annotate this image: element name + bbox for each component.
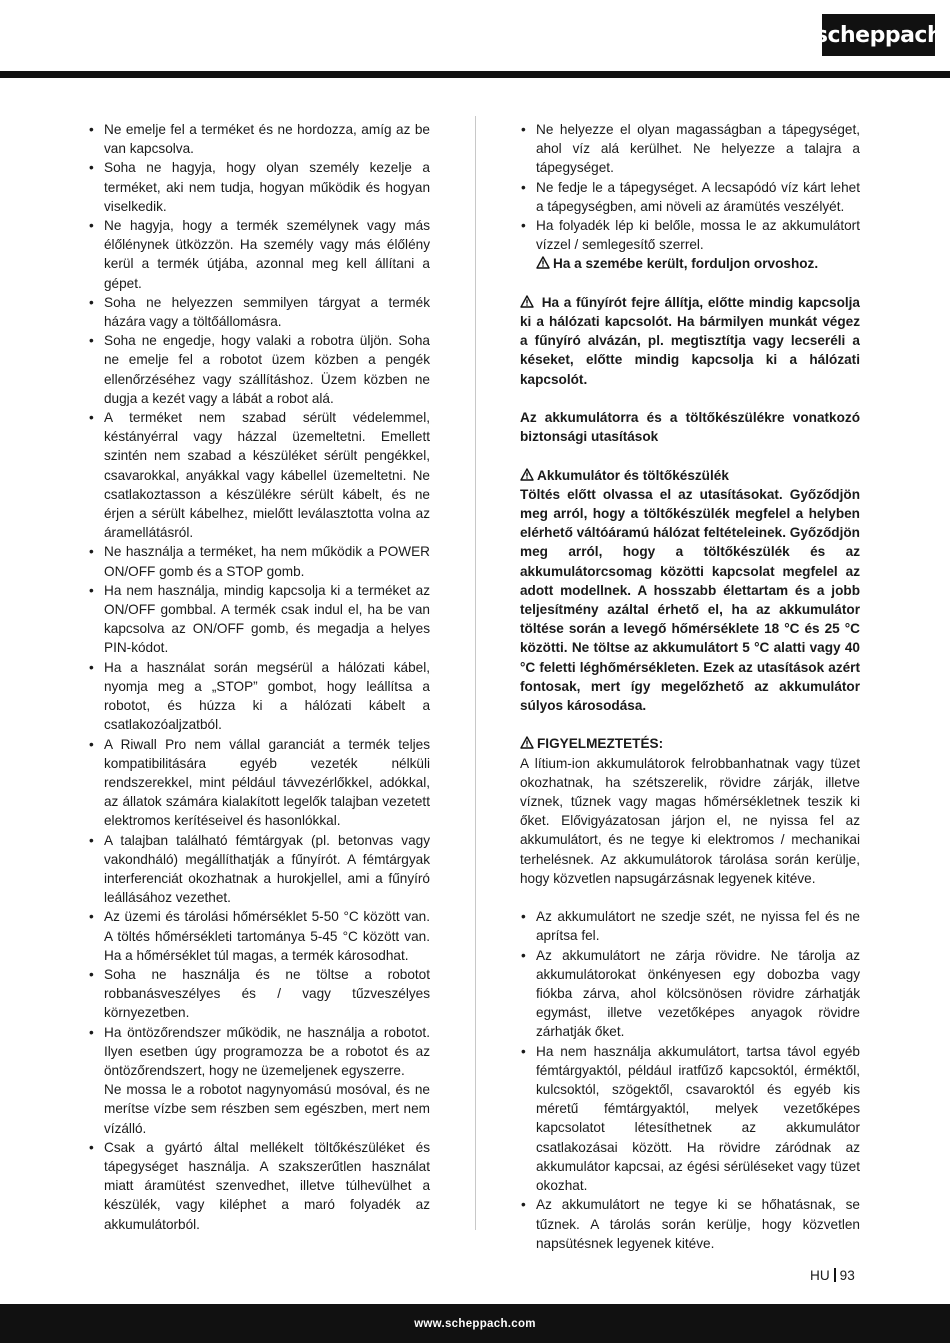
safety-list [88,120,430,1080]
warning-text: A lítium-ion akkumulátorok felrobbanhatnak vagy tüzet okozhatnak, ha szétszerelik, rövidre zárják, illetve víznek, tűznek vagy magas hőmérsékletnek teszik ki őket. Elővigyázatosan járjon el, ne nyissa fel az akkumulátort, és ne tegye ki elektromos / mechanikai terhelésnek. Az akkumulátorok tárolása során kerülje, hogy közvetlen napsugárzásnak legyenek kitéve. [520,755,860,886]
list-continuation: Ne mossa le a robotot nagynyomású mosóval, és ne merítse vízbe sem részben sem egészben, mert nem vízálló. [104,1082,430,1136]
footer-url[interactable]: www.scheppach.com [414,1317,536,1330]
page-number [810,1266,855,1283]
list-item: • Ha folyadék lép ki belőle, mossa le az akkumulátort vízzel / semlegesítő szerrel. [520,216,860,254]
section-title: Az akkumulátorra és a töltőkészülékre vonatkozó biztonsági utasítások [520,410,860,445]
list-item: • Ha a használat során megsérül a hálózati kábel, nyomja meg a „STOP” gombot, hogy leállítsa a robotot, és húzza ki a hálózati kábelt a csatlakozóaljzatból. [88,658,430,735]
footer-bar [0,1304,950,1343]
charger-heading-text: Akkumulátor és töltőkészülék [537,467,729,483]
list-item: • Ne helyezze el olyan magasságban a tápegységet, ahol víz alá kerülhet. Ne helyezze a talajra a tápegységet. [520,120,860,178]
list-item: • A terméket nem szabad sérült védelemmel, késtányérral vagy házzal üzemeltetni. Emellett szintén nem szabad a készüléket sérült pengékkel, csavarokkal, anyákkal vagy kábellel üzemeltetni. Ne csatlakoztasson a készülékre sérült kábelt, és ne érjen a sérült kábelhez, mielőtt leválasztotta volna az áramellátásról. [88,408,430,542]
brand-logo: scheppach [822,14,935,56]
mower-warning [520,293,860,389]
list-item: • Soha ne hagyja, hogy olyan személy kezelje a terméket, aki nem tudja, hogyan működik és hogyan viselkedik. [88,158,430,216]
mower-warning-text: Ha a fűnyírót fejre állítja, előtte mindig kapcsolja ki a hálózati kapcsolót. Ha bármilyen munkát végez a fűnyíró alvázán, pl. megtisztítja vagy lecseréli a késeket, előtte mindig kapcsolja ki a hálózati kapcsolót. [520,294,860,387]
warning-heading-text: FIGYELMEZTETÉS: [537,736,664,752]
list-item: • Ne emelje fel a terméket és ne hordozza, amíg az be van kapcsolva. [88,120,430,158]
list-item: • Csak a gyártó által mellékelt töltőkészüléket és tápegységet használja. A szakszerűtlen használat miatt áramütést szenvedhet, illetve túlhevülhet a készülék, vagy kiléphet a maró folyadék az akkumulátorból. [88,1138,430,1234]
page-separator [834,1268,836,1282]
page-language: HU [810,1268,830,1283]
column-divider [475,116,476,1230]
warning-triangle-icon [520,295,534,308]
charger-text: Töltés előtt olvassa el az utasításokat. Győződjön meg arról, hogy a töltőkészülék megfelel a helyben elérhető váltóáramú hálózat feltételeinek. Győződjön meg arról, hogy a töltőkészülék és az akkumulátorcsomag közötti kapcsolat megfelel az adott modellnek. A hosszabb élettartam és a jobb teljesítmény azáltal érhető el, ha az akkumulátor töltése során a levegő hőmérséklete 18 °C és 25 °C közötti. Ne töltse az akkumulátort 5 °C alatti vagy 40 °C feletti léghőmérsékleten. Ezek az utasítások azért fontosak, mert így megelőzhető az akkumulátor súlyos károsodása. [520,486,860,714]
warning-triangle-icon [520,468,534,481]
list-item: • A Riwall Pro nem vállal garanciát a termék teljes kompatibilitására egyéb vezeték nélküli rendszerekkel, mint például távvezérlőkkel, adókkal, az állatok számára kialakított legelők talajban vezetett elektromos kerítéseivel és hasonlókkal. [88,735,430,831]
left-column [88,120,430,1234]
list-item: • Az akkumulátort ne tegye ki se hőhatásnak, se tűznek. A tárolás során kerülje, hogy közvetlen napsütésnek legyenek kitéve. [520,1195,860,1253]
list-item: • Ne fedje le a tápegységet. A lecsapódó víz kárt lehet a tápegységben, ami növeli az áramütés veszélyét. [520,178,860,216]
eye-warning [520,254,860,273]
battery-list [520,907,860,1253]
list-item: • Soha ne engedje, hogy valaki a robotra üljön. Soha ne emelje fel a robotot üzem közben a pengék ellenőrzéséhez vagy szállításhoz. Üzem közben ne dugja a kezét vagy a lábát a robot alá. [88,331,430,408]
eye-warning-text: Ha a szemébe került, forduljon orvoshoz. [553,256,819,272]
list-item: • Ha öntözőrendszer működik, ne használja a robotot. Ilyen esetben úgy programozza be a robotot és az öntözőrendszert, hogy ne üzemeljenek egyszerre. [88,1023,430,1081]
list-item: • Ne használja a terméket, ha nem működik a POWER ON/OFF gomb és a STOP gomb. [88,542,430,580]
list-item: • Ne hagyja, hogy a termék személynek vagy más élőlénynek ütközzön. Ha személy vagy más élőlény kerül a termék útjába, azonnal meg kell állítani a gépet. [88,216,430,293]
warning-triangle-icon [520,736,534,749]
warning-heading [520,734,860,753]
list-item: • Soha ne helyezzen semmilyen tárgyat a termék házára vagy a töltőállomásra. [88,293,430,331]
power-supply-list [520,120,860,254]
header-rule [0,71,950,78]
warning-triangle-icon [536,256,550,269]
list-item: • Az üzemi és tárolási hőmérséklet 5-50 °C között van. A töltés hőmérsékleti tartománya 5-45 °C között van. Ha a hőmérséklet túl magas, a termék károsodhat. [88,907,430,965]
list-item: • Az akkumulátort ne szedje szét, ne nyissa fel és ne aprítsa fel. [520,907,860,945]
list-item: • Soha ne használja és ne töltse a robotot robbanásveszélyes és / vagy tűzveszélyes környezetben. [88,965,430,1023]
charger-heading [520,466,860,485]
list-item: • A talajban található fémtárgyak (pl. betonvas vagy vakondháló) megállíthatják a fűnyírót. A fémtárgyak interferenciát okozhatnak a hurokjellel, ami a fűnyíró leállásához vezethet. [88,831,430,908]
right-column [520,120,860,1253]
page-number-value: 93 [839,1268,855,1283]
safety-list-end [88,1138,430,1234]
list-item: • Ha nem használja akkumulátort, tartsa távol egyéb fémtárgyaktól, például iratfűző kapcsoktól, érméktől, kulcsoktól, szögektől, csavaroktól és egyéb kis méretű fémtárgyaktól, melyek vezetőképes kapcsolatot létesíthetnek az akkumulátor csatlakozásai között. Ha rövidre záródnak az akkumulátor kapcsai, az égési sérüléseket vagy tüzet okozhat. [520,1042,860,1196]
list-item: • Ha nem használja, mindig kapcsolja ki a terméket az ON/OFF gombbal. A termék csak indul el, ha be van kapcsolva az ON/OFF gomb, és megadja a helyes PIN-kódot. [88,581,430,658]
list-item: • Az akkumulátort ne zárja rövidre. Ne tárolja az akkumulátorokat önkényesen egy dobozba vagy fiókba zárva, ahol kölcsönösen rövidre zárhatják egymást, illetve vezetőképes anyagok rövidre zárhatják őket. [520,946,860,1042]
